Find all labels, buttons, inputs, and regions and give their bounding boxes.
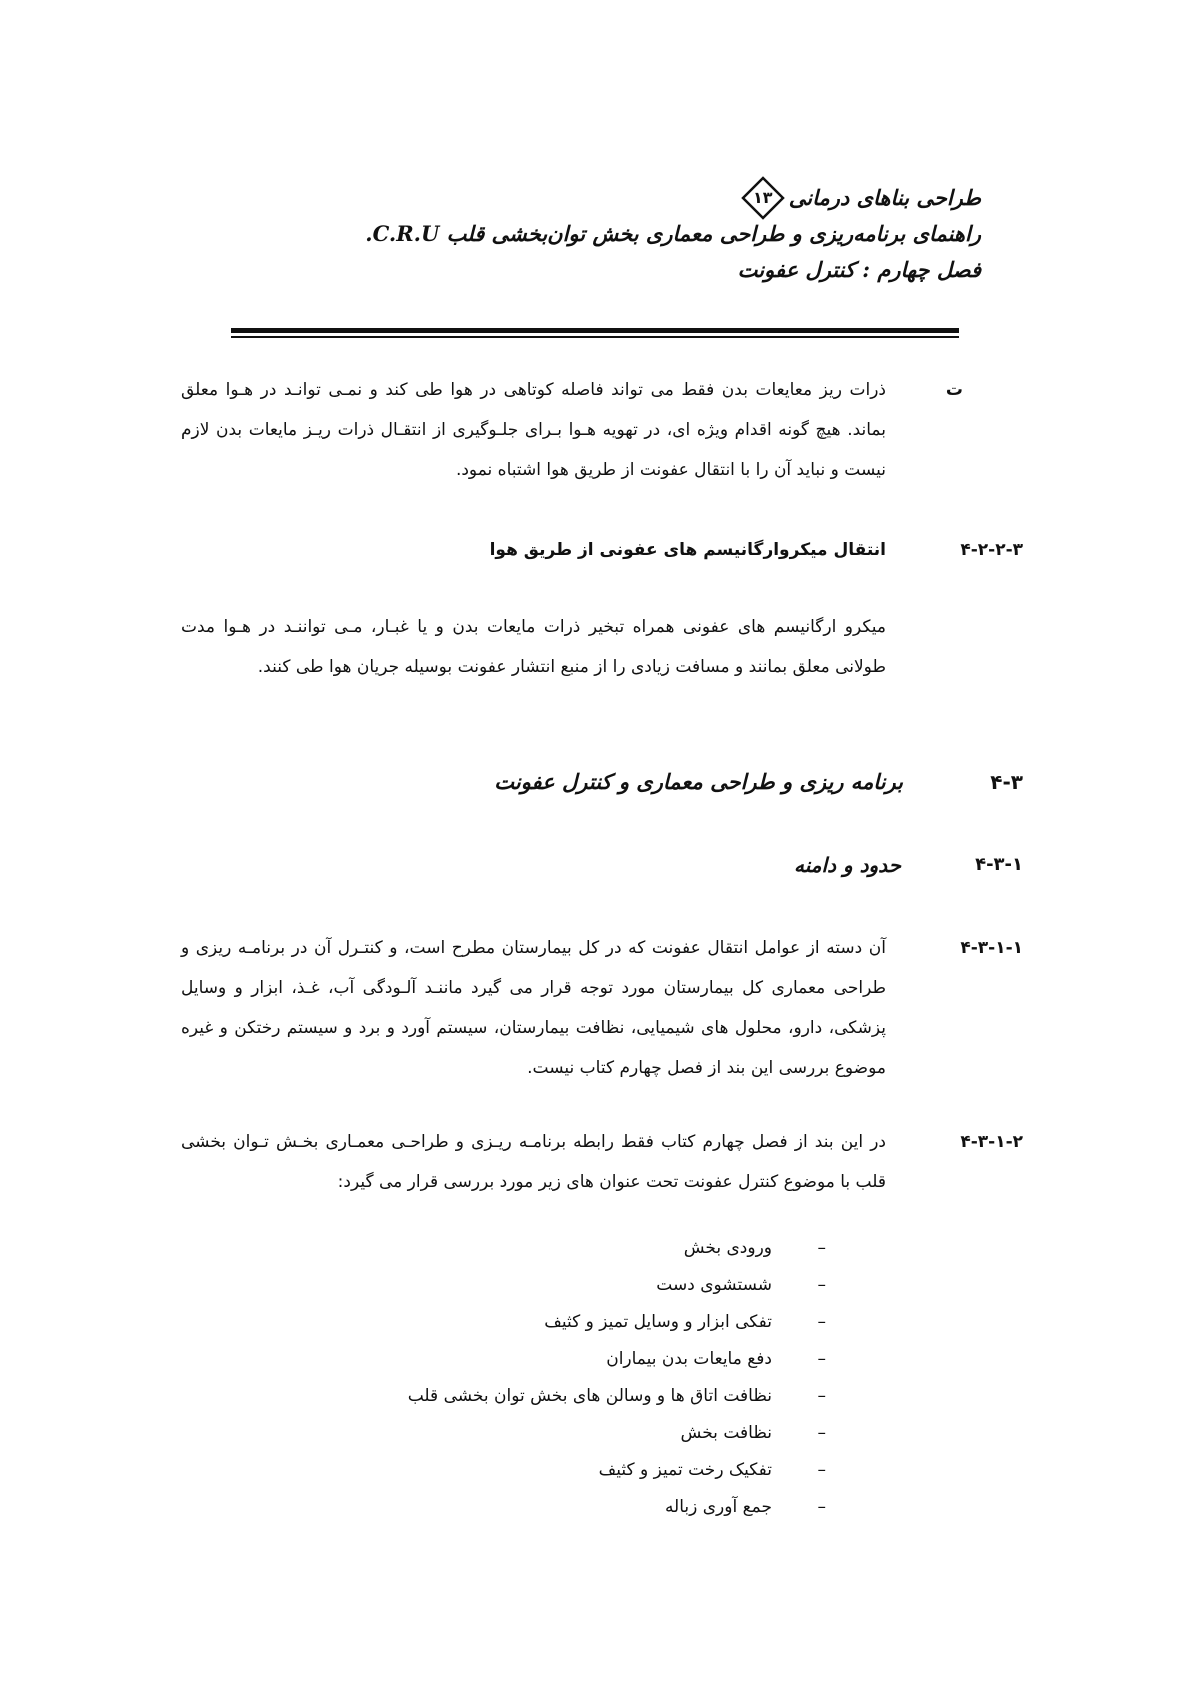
dash-icon: – bbox=[817, 1312, 826, 1332]
item-number-4-3-1-1: ۴-۳-۱-۱ bbox=[960, 938, 1023, 958]
dash-icon: – bbox=[817, 1238, 826, 1258]
series-title: طراحی بناهای درمانی bbox=[788, 185, 981, 210]
list-item: –شستشوی دست bbox=[266, 1267, 826, 1304]
dash-icon: – bbox=[817, 1423, 826, 1443]
page-number: ۱۳ bbox=[753, 188, 773, 207]
series-title-row bbox=[181, 180, 981, 216]
bullet-list bbox=[266, 1230, 826, 1526]
list-item: –دفع مایعات بدن بیماران bbox=[266, 1341, 826, 1378]
paragraph-4-2-2-3: میکرو ارگانیسم های عفونی همراه تبخیر ذرات مایعات بدن و یا غبـار، مـی تواننـد در هـوا مدت طولانی معلق بمانند و مسافت زیادی را از منبع انتشار عفونت بوسیله جریان هوا طی کنند. bbox=[181, 617, 886, 677]
item-label-t: ت bbox=[945, 380, 963, 400]
list-item: –تفکی ابزار و وسایل تمیز و کثیف bbox=[266, 1304, 826, 1341]
page-header bbox=[181, 180, 981, 288]
paragraph-4-3-1-1: آن دسته از عوامل انتقال عفونت که در کل بیمارستان مطرح است، و کنتـرل آن در برنامـه ریزی و طراحی معماری کل بیمارستان مورد توجه قرار می گیرد ماننـد آلـودگی آب، غـذ، ابزار و وسایل پزشکی، دارو، محلول های شیمیایی، نظافت بیمارستان، سیستم آورد و برد و سیستم رختکن و غیره موضوع بررسی این بند از فصل چهارم کتاب نیست. bbox=[181, 938, 886, 1078]
book-title: راهنمای برنامه‌ریزی و طراحی معماری بخش توان‌بخشی قلب C.R.U. bbox=[365, 221, 981, 246]
list-item: –ورودی بخش bbox=[266, 1230, 826, 1267]
dash-icon: – bbox=[817, 1386, 826, 1406]
section-number-4-2-2-3: ۴-۲-۲-۳ bbox=[960, 540, 1023, 560]
page-number-badge bbox=[741, 176, 785, 220]
section-title-4-3: برنامه ریزی و طراحی معماری و کنترل عفونت bbox=[494, 769, 903, 794]
header-rule-thin bbox=[231, 336, 959, 338]
dash-icon: – bbox=[817, 1275, 826, 1295]
header-rule-thick bbox=[231, 328, 959, 333]
section-title-4-3-1: حدود و دامنه bbox=[794, 853, 901, 877]
section-title-4-2-2-3: انتقال میکروارگانیسم های عفونی از طریق هوا bbox=[489, 540, 886, 560]
chapter-title: فصل چهارم : کنترل عفونت bbox=[737, 257, 981, 282]
list-item: –جمع آوری زباله bbox=[266, 1489, 826, 1526]
section-number-4-3: ۴-۳ bbox=[990, 770, 1023, 794]
section-number-4-3-1: ۴-۳-۱ bbox=[975, 854, 1023, 875]
dash-icon: – bbox=[817, 1460, 826, 1480]
paragraph-4-3-1-2: در این بند از فصل چهارم کتاب فقط رابطه برنامـه ریـزی و طراحـی معمـاری بخـش تـوان بخشی قلب با موضوع کنترل عفونت تحت عنوان های زیر مورد بررسی قرار می گیرد: bbox=[181, 1132, 886, 1192]
paragraph-item-t: ذرات ریز معایعات بدن فقط می تواند فاصله کوتاهی در هوا طی کند و نمـی توانـد در هـوا معلق بماند. هیچ گونه اقدام ویژه ای، در تهویه هـوا بـرای جلـوگیری از انتقـال ذرات ریـز مایعات بدن لازم نیست و نباید آن را با انتقال عفونت از طریق هوا اشتباه نمود. bbox=[181, 380, 886, 480]
list-item: –تفکیک رخت تمیز و کثیف bbox=[266, 1452, 826, 1489]
list-item: –نظافت اتاق ها و وسالن های بخش توان بخشی قلب bbox=[266, 1378, 826, 1415]
dash-icon: – bbox=[817, 1349, 826, 1369]
dash-icon: – bbox=[817, 1497, 826, 1517]
list-item: –نظافت بخش bbox=[266, 1415, 826, 1452]
item-number-4-3-1-2: ۴-۳-۱-۲ bbox=[960, 1132, 1023, 1152]
